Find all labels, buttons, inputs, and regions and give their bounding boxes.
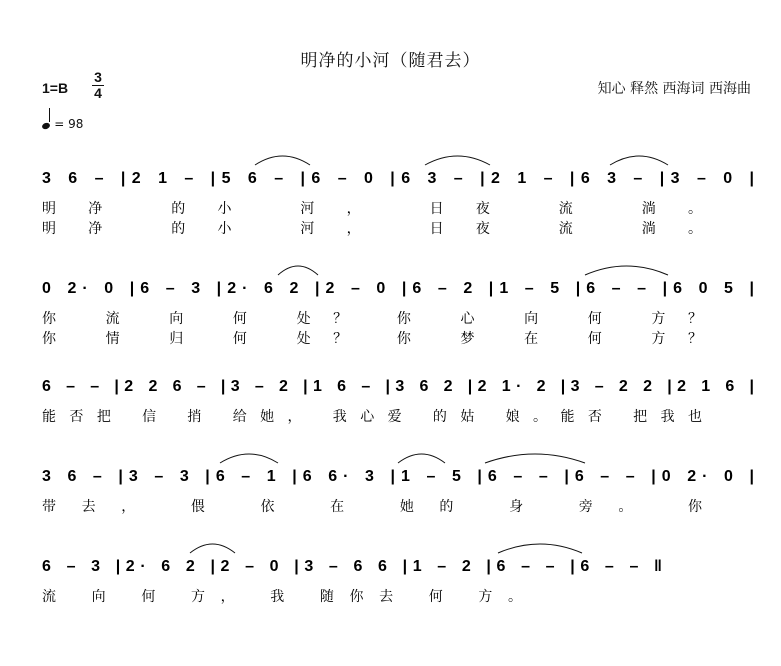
- time-signature-bottom: 4: [94, 85, 102, 101]
- slur-arc: [190, 544, 235, 553]
- slur-arc: [610, 156, 668, 165]
- lyric-line: 明净 的小 河， 日夜 流 淌。: [42, 201, 702, 217]
- tempo-value: = 98: [54, 117, 84, 131]
- notation-row: 6 – – |2 2 6 – |3 – 2 |1 6 – |3 6 2 |2 1· 2 |3 – 2 2 |2 1 6 |: [42, 378, 755, 395]
- slur-arc: [485, 454, 585, 463]
- notation-row: 0 2· 0 |6 – 3 |2· 6 2 |2 – 0 |6 – 2 |1 – 5 |6 – – |6 0 5 |: [42, 280, 755, 297]
- slur-arc: [278, 266, 318, 275]
- slur-arc: [425, 156, 490, 165]
- lyric-line: 你 情 归 何 处？ 你 梦 在 何 方？: [42, 331, 703, 347]
- slur-arc: [585, 266, 668, 275]
- slur-arc: [220, 454, 278, 463]
- lyric-line: 你 流 向 何 处？ 你 心 向 何 方？: [42, 311, 703, 327]
- notation-row: 3 6 – |3 – 3 |6 – 1 |6 6· 3 |1 – 5 |6 – – |6 – – |0 2· 0 |: [42, 468, 755, 485]
- lyric-line: 明净 的小 河， 日夜 流 淌。: [42, 221, 702, 237]
- slur-arc: [498, 544, 582, 553]
- notation-row: 6 – 3 |2· 6 2 |2 – 0 |3 – 6 6 |1 – 2 |6 – – |6 – – ‖: [42, 558, 663, 575]
- notation-row: 3 6 – |2 1 – |5 6 – |6 – 0 |6 3 – |2 1 – |6 3 – |3 – 0 |: [42, 170, 754, 187]
- lyric-line: 能否把 信 捎 给她， 我心爱 的姑 娘。能否 把我也: [42, 409, 703, 425]
- song-title: 明净的小河（随君去）: [300, 51, 481, 71]
- lyric-line: 流 向 何 方， 我 随你去 何 方。: [42, 589, 522, 605]
- credits: 知心 释然 西海词 西海曲: [597, 81, 751, 97]
- lyric-line: 带去， 偎 依 在 她的 身 旁。 你: [42, 499, 702, 515]
- key-signature: 1=B: [42, 80, 69, 96]
- time-signature-top: 3: [94, 69, 102, 85]
- slur-arc: [398, 454, 445, 463]
- slur-arc: [255, 156, 310, 165]
